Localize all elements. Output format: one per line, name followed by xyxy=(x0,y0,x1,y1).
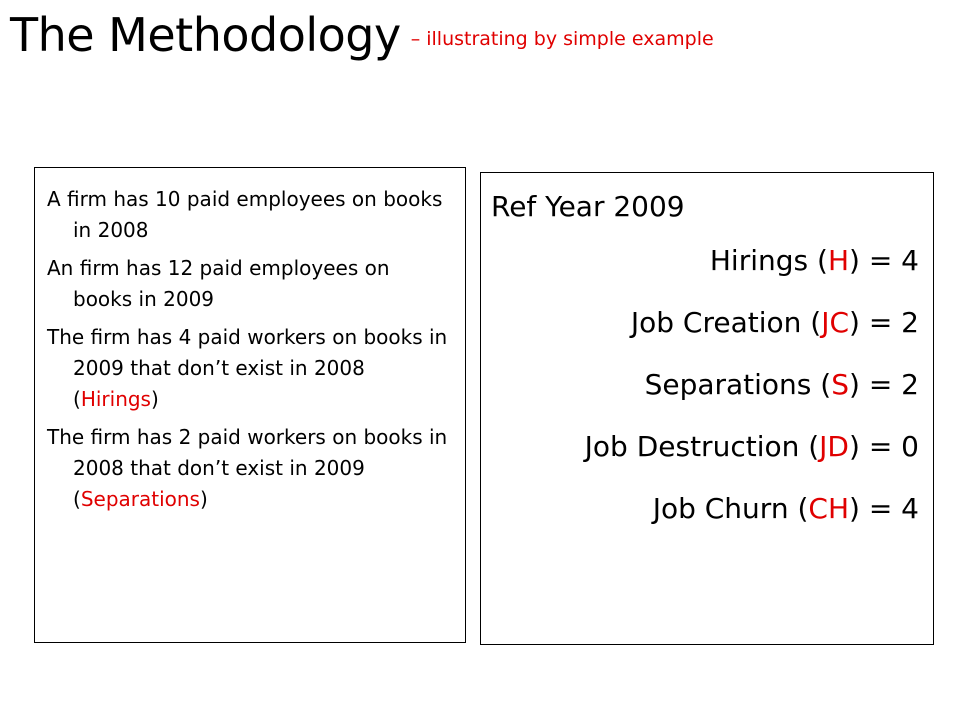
metric-separations xyxy=(491,363,919,407)
separations-highlight: Separations xyxy=(80,487,200,511)
metrics-box xyxy=(480,172,934,645)
hirings-highlight: Hirings xyxy=(80,387,151,411)
metric-abbr: JC xyxy=(821,306,849,339)
paragraph-separations xyxy=(47,422,451,515)
title-main: The Methodology xyxy=(10,8,401,62)
metric-value: ) = 4 xyxy=(849,244,919,277)
paragraph-text-end: ) xyxy=(199,487,208,511)
title-subtitle: – illustrating by simple example xyxy=(410,28,714,50)
paragraph-text: An firm has 12 paid employees on books in 2009 xyxy=(47,256,390,311)
metric-label: Job Churn ( xyxy=(652,492,809,525)
metric-job-creation xyxy=(491,301,919,345)
metric-value: ) = 2 xyxy=(849,368,919,401)
metric-value: ) = 2 xyxy=(849,306,919,339)
paragraph-2009-employees xyxy=(47,253,451,315)
metric-job-destruction xyxy=(491,425,919,469)
metric-job-churn xyxy=(491,487,919,531)
metric-hirings xyxy=(491,239,919,283)
metric-label: Separations ( xyxy=(644,368,832,401)
ref-year-heading: Ref Year 2009 xyxy=(491,190,685,223)
metric-abbr: CH xyxy=(808,492,849,525)
metric-abbr: JD xyxy=(819,430,849,463)
example-description-box xyxy=(34,167,466,643)
paragraph-text: The firm has 2 paid workers on books in 2008 that don’t exist in 2009 ( xyxy=(47,425,448,511)
metric-value: ) = 0 xyxy=(849,430,919,463)
metric-abbr: S xyxy=(831,368,849,401)
paragraph-hirings xyxy=(47,322,451,415)
paragraph-text: A firm has 10 paid employees on books in 2008 xyxy=(47,187,443,242)
metric-label: Hirings ( xyxy=(709,244,828,277)
metric-value: ) = 4 xyxy=(849,492,919,525)
metric-abbr: H xyxy=(827,244,849,277)
paragraph-text-end: ) xyxy=(150,387,159,411)
paragraph-2008-employees xyxy=(47,184,451,246)
metric-label: Job Creation ( xyxy=(630,306,822,339)
slide-title xyxy=(10,8,714,62)
paragraph-text: The firm has 4 paid workers on books in 2009 that don’t exist in 2008 ( xyxy=(47,325,448,411)
metric-label: Job Destruction ( xyxy=(584,430,820,463)
